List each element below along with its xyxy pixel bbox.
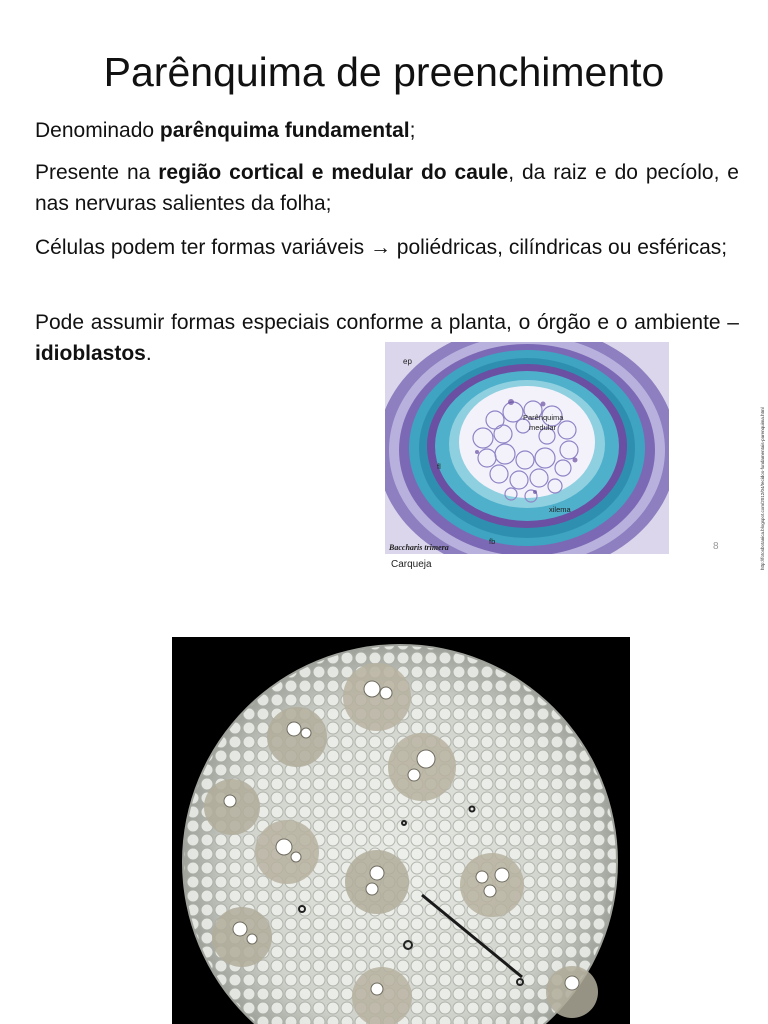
text: , da raiz e do pecíolo, e nas nervuras salientes da folha; xyxy=(35,161,739,215)
stem-cross-section-image xyxy=(385,342,669,554)
label-fl: fl xyxy=(437,462,441,471)
paragraph-cell-shapes xyxy=(35,232,739,263)
label-parenquima: Parênquima xyxy=(523,413,564,422)
paragraph-location xyxy=(35,157,739,219)
text: . xyxy=(145,342,152,365)
bold-term: região cortical e medular do caule xyxy=(158,161,509,184)
text: Células podem ter formas variáveis → poliédricas, cilíndricas ou esféricas; xyxy=(35,236,728,259)
label-medular: medular xyxy=(529,423,557,432)
bold-term: idioblastos xyxy=(35,342,146,365)
text: Presente na xyxy=(35,161,159,184)
figure-caption: Carqueja xyxy=(391,559,432,570)
label-xilema: xilema xyxy=(549,505,571,514)
label-ep: ep xyxy=(403,357,412,366)
bold-term: parênquima fundamental xyxy=(159,119,410,142)
label-fb: fb xyxy=(489,537,496,546)
microscope-svg xyxy=(172,637,630,1024)
microscope-view-image xyxy=(172,637,630,1024)
text: Pode assumir formas especiais conforme a planta, o órgão e o ambiente – xyxy=(35,311,739,334)
stem-micrograph-svg xyxy=(385,342,669,554)
source-url: http://fotosbotanica.blogspot.com/2012/04/tecidos-fundamentais-parenquima.html xyxy=(760,407,765,570)
slide-title: Parênquima de preenchimento xyxy=(103,49,665,95)
text: ; xyxy=(409,119,416,142)
page-number: 8 xyxy=(713,541,719,552)
label-species: Baccharis trimera xyxy=(389,543,449,552)
paragraph-definition xyxy=(35,115,739,146)
text: Denominado xyxy=(35,119,160,142)
